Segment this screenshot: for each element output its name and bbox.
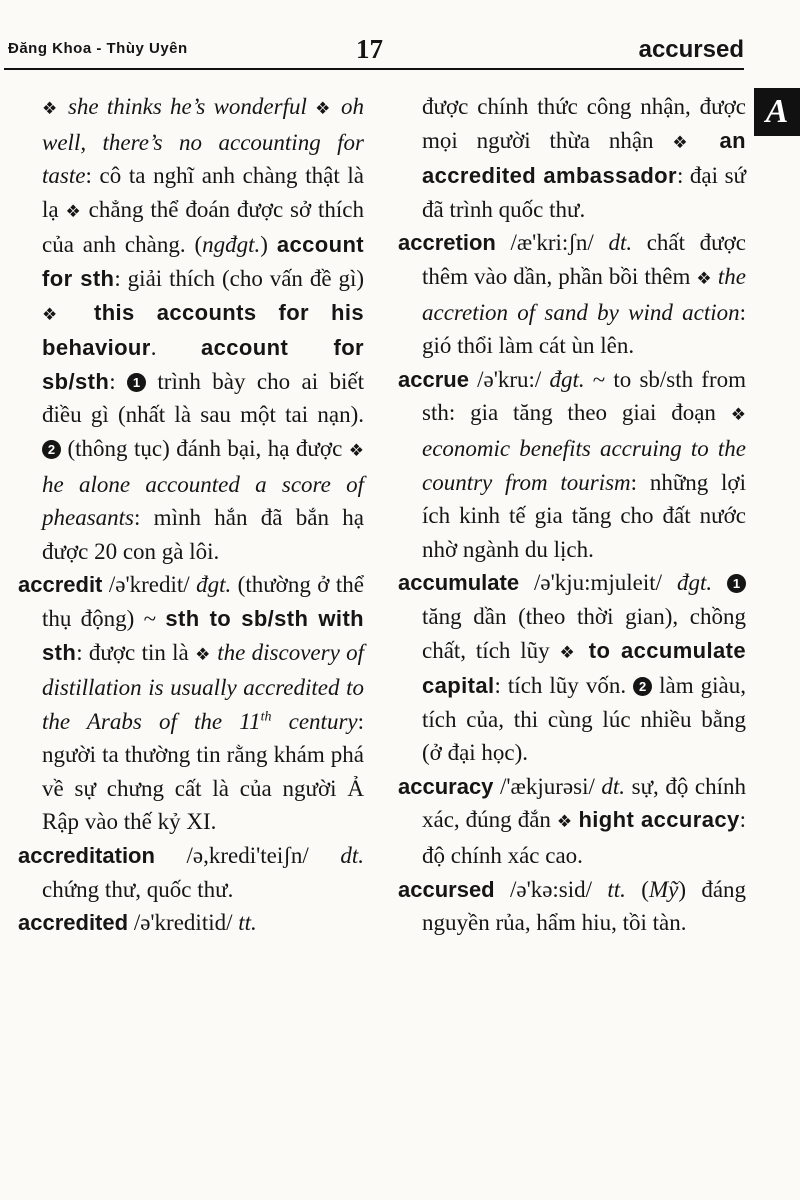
pronunciation: /ə,kredi'teiʃn/: [186, 843, 309, 869]
sense-number-icon: 2: [42, 440, 61, 459]
entry-accredited: [18, 906, 364, 940]
pos-label: dt.: [601, 773, 626, 799]
definition-text: sự, độ chính xác, đúng đắn: [422, 773, 747, 833]
entry-accretion: [398, 226, 746, 362]
left-column: [18, 90, 364, 940]
definition-text: : gió thổi làm cát ùn lên.: [422, 299, 746, 359]
definition-text: : những lợi ích kinh tế gia tăng cho đất nước nhờ ngành du lịch.: [422, 469, 746, 562]
definition-text: chẳng thể đoán được sở thích của anh chàng. (: [42, 196, 365, 258]
definition-text: : tích lũy vốn.: [494, 673, 627, 699]
definition-text: : đại sứ đã trình quốc thư.: [422, 163, 746, 222]
entry-accredit: [18, 568, 364, 839]
entry-accrue: [398, 363, 746, 567]
pronunciation: /ə'kju:mjuleit/: [533, 570, 663, 596]
sense-number-icon: 2: [633, 677, 652, 696]
definition-text: chứng thư, quốc thư.: [42, 876, 234, 902]
pronunciation: /ə'kə:sid/: [509, 876, 593, 902]
definition-text: chất được thêm vào dần, phần bồi thêm: [422, 230, 746, 289]
definition-text: : người ta thường tin rằng khám phá về sự chưng cất là của người Ả Rập vào thế kỷ XI.: [42, 708, 364, 835]
usage-label: Mỹ: [648, 876, 679, 902]
headword: accretion: [398, 230, 496, 256]
phrase-headword: account for sth: [42, 232, 365, 291]
headword: accredit: [18, 572, 103, 598]
paren: ): [678, 876, 686, 902]
definition-text: làm giàu, tích của, thi cùng lúc nhiều bằng (ở đại học).: [422, 673, 747, 766]
definition-text: : được tin là: [76, 639, 189, 665]
sense-number-icon: 1: [127, 373, 146, 392]
definition-text: trình bày cho ai biết điều gì (nhất là sau một tai nạn).: [42, 368, 365, 428]
pronunciation: /'ækjurəsi/: [499, 773, 595, 799]
entry-accredited-continued: [398, 90, 746, 226]
guide-word: accursed: [638, 36, 744, 63]
example-text: economic benefits accruing to the country from tourism: [422, 435, 746, 495]
running-head-authors: Đăng Khoa - Thùy Uyên: [8, 40, 188, 57]
definition-text: : giải thích (cho vấn đề gì): [114, 265, 364, 291]
pos-label: đgt.: [196, 572, 232, 598]
pos-label: ngđgt.: [202, 232, 261, 258]
pos-label: đgt.: [549, 366, 585, 392]
example-phrase: this accounts for his behaviour: [42, 299, 365, 361]
diamond-icon: ❖: [42, 99, 60, 118]
headword: accredited: [18, 910, 129, 936]
pos-label: đgt.: [676, 570, 713, 596]
definition-text: : mình hắn đã bắn hạ được 20 con gà lôi.: [42, 505, 364, 564]
diamond-icon: ❖: [696, 268, 712, 288]
definition-text: tăng dần (theo thời gian), chồng chất, tích lũy: [422, 603, 746, 663]
header-rule: [4, 68, 744, 70]
diamond-icon: ❖: [559, 642, 579, 662]
pronunciation: /ə'kru:/: [477, 366, 542, 392]
diamond-icon: ❖: [556, 812, 573, 832]
example-phrase: hight accuracy: [578, 807, 740, 833]
diamond-icon: ❖: [315, 99, 333, 118]
diamond-icon: ❖: [65, 201, 82, 221]
definition-text: ~ to sb/sth from sth: gia tăng theo giai đoạn: [422, 366, 747, 426]
example-text: she thinks he’s wonderful: [67, 94, 307, 119]
entry-accursed: [398, 873, 746, 940]
pronunciation: /ə'kredit/: [108, 572, 190, 598]
diamond-icon: ❖: [195, 644, 211, 664]
headword: accuracy: [398, 773, 494, 799]
headword: accursed: [398, 876, 495, 902]
example-phrase: to accumulate capital: [422, 637, 747, 699]
pos-label: tt.: [238, 910, 257, 936]
entry-accreditation: [18, 839, 364, 906]
pronunciation: /æ'kri:ʃn/: [510, 230, 594, 256]
headword: accreditation: [18, 843, 155, 869]
headword: accumulate: [398, 570, 520, 596]
diamond-icon: ❖: [730, 405, 746, 425]
example-text: oh well, there’s no accounting for taste: [42, 94, 365, 189]
pronunciation: /ə'kreditid/: [133, 910, 233, 936]
page-header: [0, 0, 800, 70]
entry-account-continued: [18, 90, 364, 568]
example-text: the accretion of sand by wind action: [422, 263, 747, 325]
headword: accrue: [398, 366, 469, 392]
letter-thumb-tab: A: [754, 88, 800, 136]
example-text: century: [271, 708, 358, 734]
definition-text: : độ chính xác cao.: [422, 807, 746, 869]
definition-text: (thường ở thể thụ động) ~: [42, 572, 365, 631]
phrase-headword: sth to sb/sth with sth: [42, 605, 365, 665]
definition-text: : cô ta nghĩ anh chàng thật là lạ: [42, 163, 364, 222]
diamond-icon: ❖: [42, 304, 73, 324]
paren: ): [260, 232, 268, 258]
superscript: th: [260, 709, 272, 725]
definition-text: (thông tục) đánh bại, hạ được: [67, 435, 343, 461]
page-number: 17: [356, 34, 383, 64]
pos-label: tt.: [607, 876, 626, 902]
example-text: he alone accounted a score of pheasants: [42, 471, 364, 531]
punct: :: [109, 368, 116, 394]
right-column: [398, 90, 746, 940]
entry-accumulate: [398, 566, 746, 770]
definition-text: đáng nguyền rủa, hẩm hiu, tồi tàn.: [422, 876, 747, 936]
entry-accuracy: [398, 770, 746, 873]
pos-label: dt.: [340, 843, 364, 869]
paren: (: [641, 876, 649, 902]
pos-label: dt.: [608, 230, 633, 256]
example-text: the discovery of distillation is usually accredited to the Arabs of the 11: [42, 639, 365, 734]
definition-text: được chính thức công nhận, được mọi người thừa nhận: [422, 94, 746, 153]
diamond-icon: ❖: [348, 440, 365, 460]
phrase-headword: account for sb/sth: [42, 335, 365, 394]
diamond-icon: ❖: [672, 132, 701, 152]
punct: .: [150, 335, 157, 361]
sense-number-icon: 1: [727, 574, 746, 593]
example-phrase: an accredited ambassador: [422, 127, 747, 189]
